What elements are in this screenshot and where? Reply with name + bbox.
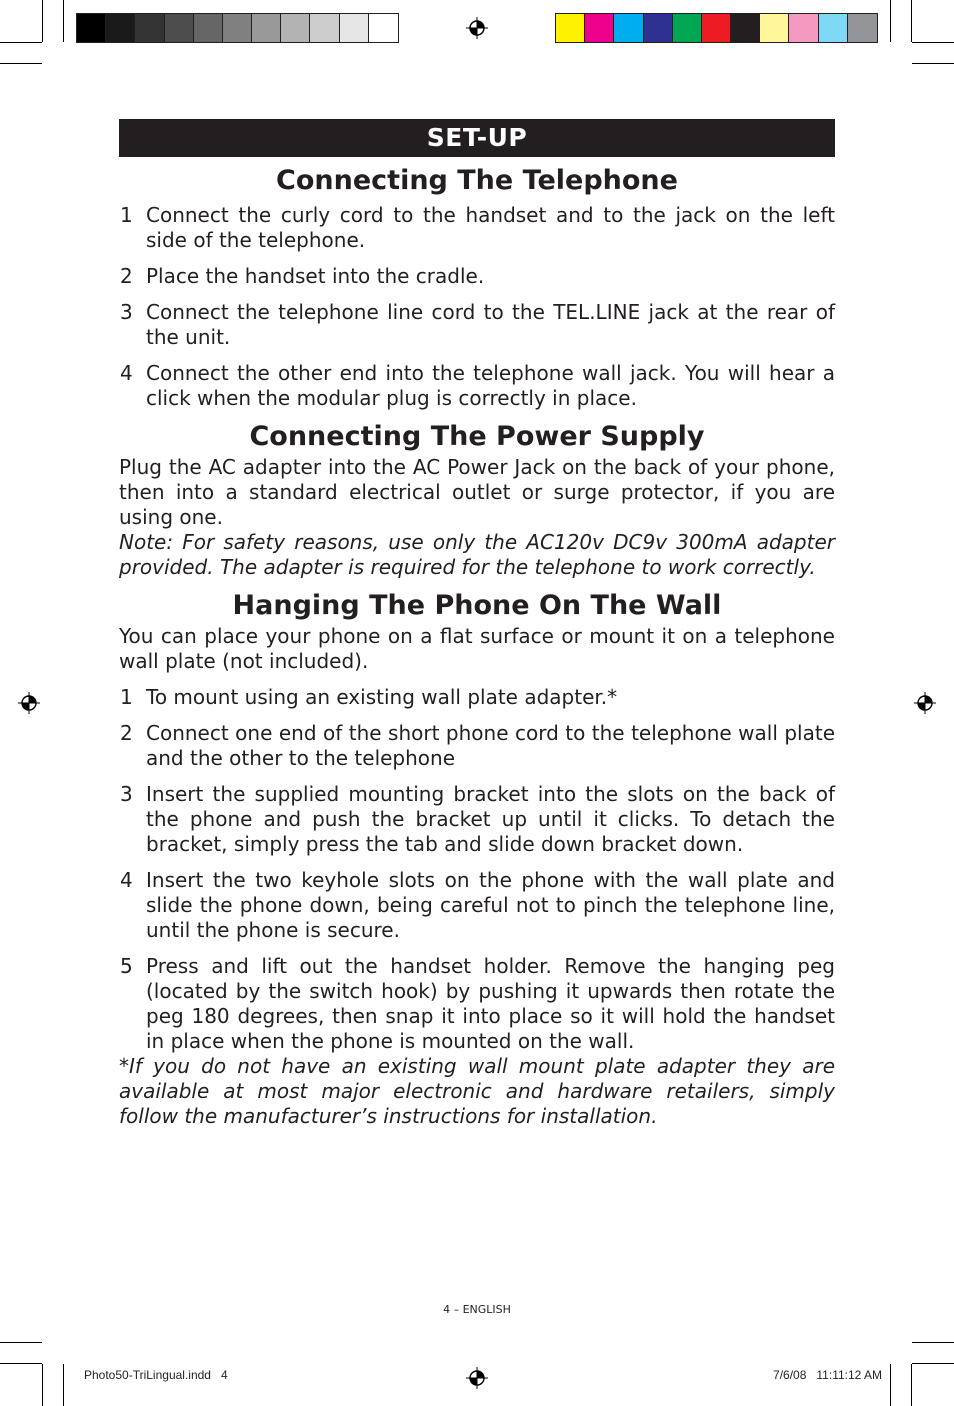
color-swatch [614,14,643,42]
registration-target-icon [18,692,40,714]
registration-target-icon [914,692,936,714]
crop-mark [0,63,42,64]
list-item [119,300,835,350]
crop-mark [42,0,43,42]
cmyk-color-bar [555,13,878,43]
list-item [119,721,835,771]
section-header: SET-UP [119,119,835,157]
registration-target-icon [466,1367,488,1389]
step-text: To mount using an existing wall plate adapter.* [146,685,618,709]
crop-mark [912,63,954,64]
registration-target-icon [466,17,488,39]
color-swatch [194,14,223,42]
step-number: 3 [120,782,133,806]
crop-mark [912,1363,954,1364]
crop-mark [0,1342,42,1343]
step-text: Connect one end of the short phone cord to the telephone wall plate and the other to the telephone [146,721,835,770]
wall-steps [119,685,835,1054]
step-number: 4 [120,361,133,385]
crop-mark [42,1364,43,1406]
color-swatch [673,14,702,42]
step-text: Connect the curly cord to the handset and to the jack on the left side of the telephone. [146,203,835,252]
telephone-steps [119,203,835,411]
list-item [119,264,835,289]
color-swatch [165,14,194,42]
list-item [119,868,835,943]
color-swatch [106,14,135,42]
color-swatch [556,14,585,42]
step-text: Connect the telephone line cord to the TEL.LINE jack at the rear of the unit. [146,300,835,349]
color-swatch [310,14,339,42]
slug-timestamp: 7/6/08 11:11:12 AM [773,1368,882,1382]
step-number: 5 [120,954,133,978]
step-number: 3 [120,300,133,324]
page-content [119,119,835,1129]
crop-mark [890,0,891,42]
step-number: 1 [120,685,133,709]
color-swatch [644,14,673,42]
color-swatch [369,14,398,42]
crop-mark [911,1364,912,1406]
power-note: Note: For safety reasons, use only the AC120v DC9v 300mA adapter provided. The adapter is required for the telephone to work correctly. [119,530,835,579]
color-swatch [819,14,848,42]
color-swatch [135,14,164,42]
color-swatch [281,14,310,42]
page-footer: 4 – ENGLISH [443,1303,511,1316]
step-number: 2 [120,264,133,288]
step-text: Insert the supplied mounting bracket into the slots on the back of the phone and push the bracket up until it clicks. To detach the bracket, simply press the tab and slide down bracket down. [146,782,835,856]
list-item [119,782,835,857]
step-number: 4 [120,868,133,892]
list-item [119,361,835,411]
step-number: 1 [120,203,133,227]
crop-mark [63,1364,64,1406]
step-text: Connect the other end into the telephone wall jack. You will hear a click when the modular plug is correctly in place. [146,361,835,410]
color-swatch [702,14,731,42]
color-swatch [760,14,789,42]
crop-mark [912,1342,954,1343]
list-item [119,685,835,710]
step-text: Press and lift out the handset holder. Remove the hanging peg (located by the switch hook) by pushing it upwards then rotate the peg 180 degrees, then snap it into place so it will hold the handset in place when the phone is mounted on the wall. [146,954,835,1053]
power-heading: Connecting The Power Supply [249,421,705,452]
crop-mark [890,1364,891,1406]
color-swatch [789,14,818,42]
color-swatch [77,14,106,42]
wall-footnote: *If you do not have an existing wall mount plate adapter they are available at most major electronic and hardware retailers, simply follow the manufacturer’s instructions for installation. [119,1054,835,1128]
grayscale-color-bar [76,13,399,43]
color-swatch [731,14,760,42]
wall-intro: You can place your phone on a flat surface or mount it on a telephone wall plate (not included). [119,624,835,673]
step-number: 2 [120,721,133,745]
crop-mark [0,1363,42,1364]
list-item [119,203,835,253]
color-swatch [848,14,877,42]
color-swatch [585,14,614,42]
crop-mark [0,42,42,43]
slug-filename: Photo50-TriLingual.indd 4 [84,1368,228,1382]
list-item [119,954,835,1054]
power-body: Plug the AC adapter into the AC Power Jack on the back of your phone, then into a standard electrical outlet or surge protector, if you are using one. [119,455,835,529]
step-text: Insert the two keyhole slots on the phone with the wall plate and slide the phone down, being careful not to pinch the telephone line, until the phone is secure. [146,868,835,942]
color-swatch [252,14,281,42]
crop-mark [911,0,912,42]
crop-mark [912,42,954,43]
telephone-heading: Connecting The Telephone [276,165,678,196]
step-text: Place the handset into the cradle. [146,264,485,288]
color-swatch [340,14,369,42]
color-swatch [223,14,252,42]
crop-mark [63,0,64,42]
wall-heading: Hanging The Phone On The Wall [232,590,722,621]
